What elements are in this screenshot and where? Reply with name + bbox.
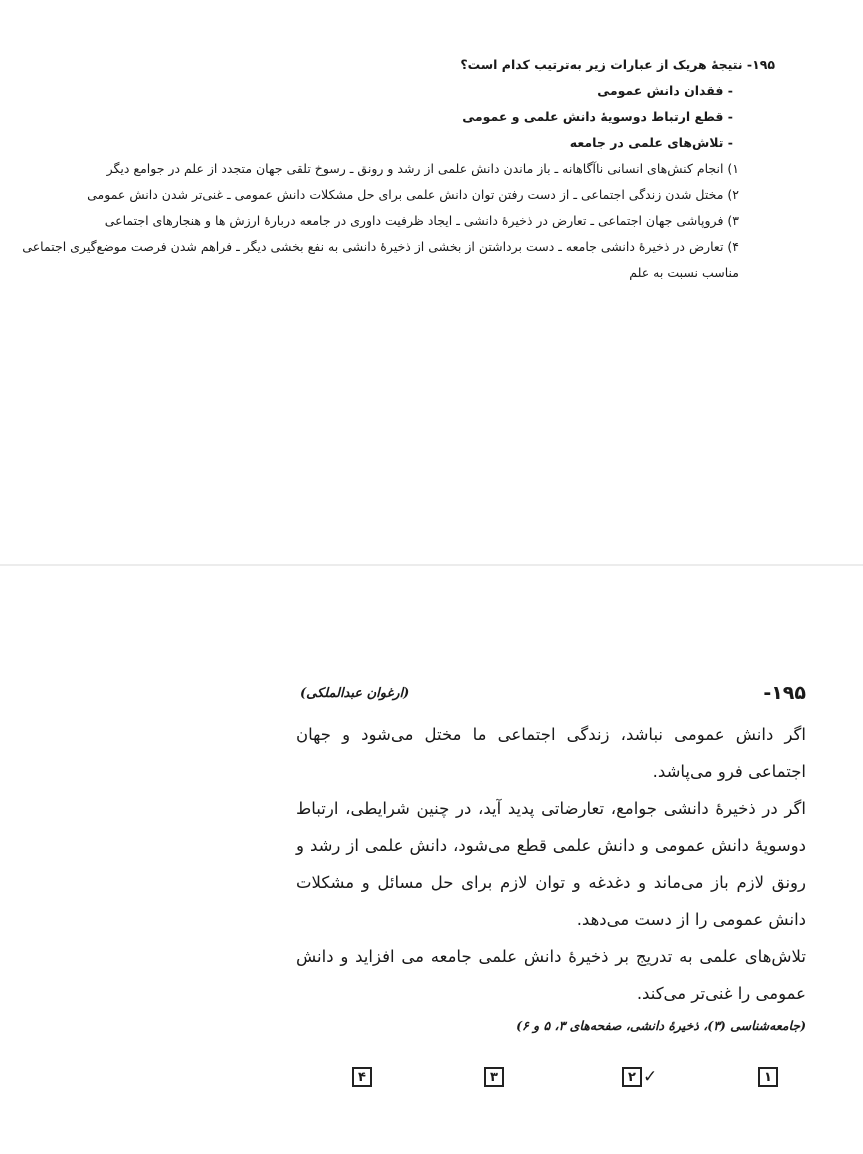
option-1: ۱) انجام کنش‌های انسانی ناآگاهانه ـ باز ماندن دانش علمی از رشد و رونق ـ رسوخ تلقی جهان متجدد از علم در جوامع دیگر — [106, 161, 739, 176]
answer-paragraph: اگر دانش عمومی نباشد، زندگی اجتماعی ما مختل می‌شود و جهان اجتماعی فرو می‌پاشد. — [296, 725, 806, 781]
answer-body — [296, 716, 806, 1012]
clue-item: - تلاش‌های علمی در جامعه — [569, 135, 733, 150]
choice-1 — [758, 1067, 778, 1087]
clue-item: - فقدان دانش عمومی — [597, 83, 733, 98]
answer-paragraph: اگر در ذخیرهٔ دانشی جوامع، تعارضاتی پدید آید، در چنین شرایطی، ارتباط دوسویهٔ دانش عمومی و دانش علمی قطع می‌شود، دانش علمی از رشد و رونق لازم باز می‌ماند و دغدغه و توان لازم برای حل مسائل و مشکلات دانش عمومی را از دست می‌دهد. — [296, 799, 806, 929]
option-3: ۳) فروپاشی جهان اجتماعی ـ تعارض در ذخیرهٔ دانشی ـ ایجاد ظرفیت داوری در جامعه دربارهٔ ارزش ها و هنجارهای اجتماعی — [104, 213, 739, 228]
choice-box: ۱ — [758, 1067, 778, 1087]
page-divider — [0, 564, 863, 566]
choice-3 — [484, 1067, 504, 1087]
choice-box: ۲ — [622, 1067, 642, 1087]
answer-paragraph: تلاش‌های علمی به تدریج بر ذخیرهٔ دانش علمی جامعه می افزاید و دانش عمومی را غنی‌تر می‌کند. — [296, 947, 806, 1003]
choice-box: ۴ — [352, 1067, 372, 1087]
question-title: ۱۹۵- نتیجهٔ هریک از عبارات زیر به‌ترتیب کدام است؟ — [460, 57, 775, 72]
answer-header — [296, 676, 806, 710]
option-4: ۴) تعارض در ذخیرهٔ دانشی جامعه ـ دست برداشتن از بخشی از ذخیرهٔ دانشی به نفع بخشی دیگر ـ فراهم شدن فرصت موضع‌گیری اجتماعی مناسب نسبت به علم — [22, 239, 739, 280]
choice-2 — [622, 1067, 657, 1087]
choice-4 — [352, 1067, 372, 1087]
answer-block — [296, 676, 806, 1033]
option-2: ۲) مختل شدن زندگی اجتماعی ـ از دست رفتن توان دانش علمی برای حل مشکلات دانش عمومی ـ غنی‌تر شدن دانش عمومی — [87, 187, 739, 202]
answer-reference: (جامعه‌شناسی (۳)، ذخیرهٔ دانشی، صفحه‌های ۳، ۵ و ۶) — [516, 1018, 806, 1033]
checkmark-icon: ✓ — [643, 1067, 658, 1087]
clue-item: - قطع ارتباط دوسویهٔ دانش علمی و عمومی — [462, 109, 733, 124]
answer-number: ۱۹۵- — [763, 682, 806, 704]
answer-author: (ارغوان عبدالملکی) — [300, 685, 410, 701]
choice-box: ۳ — [484, 1067, 504, 1087]
answer-choices — [350, 1067, 780, 1093]
question-block — [20, 52, 775, 286]
